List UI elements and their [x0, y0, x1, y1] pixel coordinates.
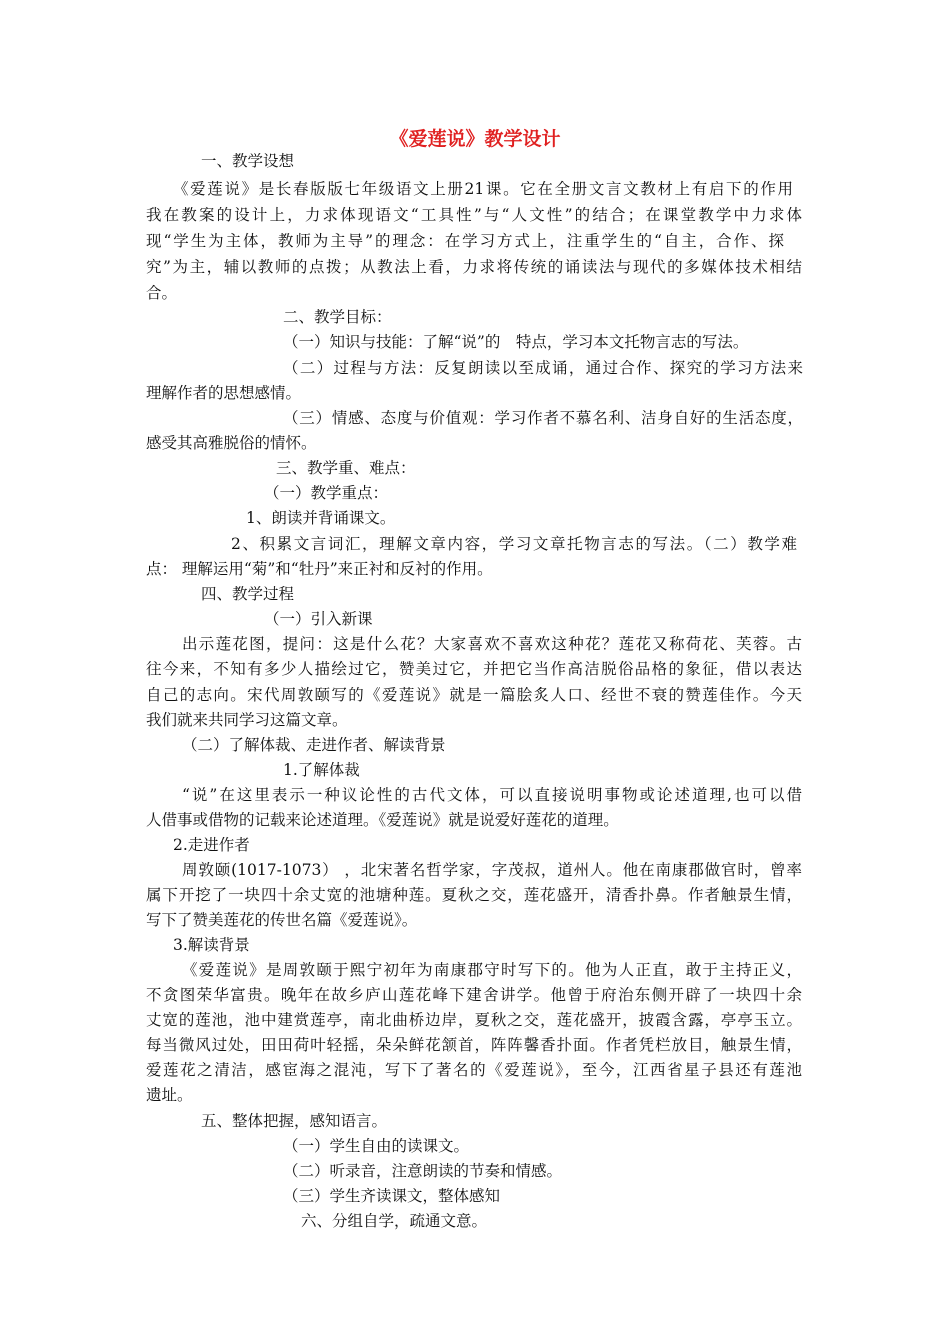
subheading-introduction: （一）引入新课 [264, 610, 373, 628]
paragraph-line: 我在教案的设计上，力求体现语文“工具性”与“人文性”的结合；在课堂教学中力求体 [146, 206, 802, 224]
paragraph-line: 《爱莲说》是周敦颐于熙宁初年为南康郡守时写下的。他为人正直，敢于主持正义， [182, 961, 802, 979]
heading-key-points: 三、教学重、难点： [276, 459, 416, 477]
subheading-key-point: （一）教学重点： [264, 484, 389, 502]
subheading-background: 3.解读背景 [173, 936, 250, 954]
goal-item: （一）知识与技能：了解“说”的 特点，学习本文托物言志的写法。 [283, 333, 749, 351]
paragraph-line: 不贪图荣华富贵。晚年在故乡庐山莲花峰下建舍讲学。他曾于府治东侧开辟了一块四十余 [146, 986, 802, 1004]
paragraph-line: 爱莲花之清洁，感宦海之混沌，写下了著名的《爱莲说》，至今，江西省星子县还有莲池 [146, 1061, 802, 1079]
subheading-author: 2.走进作者 [173, 836, 250, 854]
goal-item: （二）过程与方法：反复朗读以至成诵，通过合作、探究的学习方法来 [283, 359, 803, 377]
paragraph-line: 《爱莲说》是长春版版七年级语文上册21课。它在全册文言文教材上有启下的作用 [173, 180, 793, 198]
goal-item-continued: 感受其高雅脱俗的情怀。 [146, 434, 317, 452]
paragraph-line: 合。 [146, 284, 178, 302]
subheading-genre: 1.了解体裁 [283, 761, 360, 779]
paragraph-line: 人借事或借物的记载来论述道理。《爱莲说》就是说爱好莲花的道理。 [146, 811, 619, 829]
paragraph-line: 现“学生为主体，教师为主导”的理念：在学习方式上，注重学生的“自主，合作、探 [146, 232, 784, 250]
paragraph-line: 出示莲花图，提问：这是什么花？大家喜欢不喜欢这种花？莲花又称荷花、芙蓉。古 [182, 635, 802, 653]
paragraph-line: 周敦颐(1017-1073） ，北宋著名哲学家，字茂叔，道州人。他在南康郡做官时，曾率 [182, 861, 802, 879]
heading-teaching-concept: 一、教学设想 [201, 152, 295, 170]
activity-item: （三）学生齐读课文，整体感知 [283, 1187, 501, 1205]
paragraph-line: 属下开挖了一块四十余丈宽的池塘种莲。夏秋之交，莲花盛开，清香扑鼻。作者触景生情， [146, 886, 802, 904]
heading-overall-grasp: 五、整体把握，感知语言。 [201, 1112, 388, 1130]
list-item-continued: 点： 理解运用“菊”和“牡丹”来正衬和反衬的作用。 [146, 560, 493, 578]
subheading-genre-author-background: （二）了解体裁、走进作者、解读背景 [182, 736, 446, 754]
paragraph-line: 究”为主，辅以教师的点拨；从教法上看，力求将传统的诵读法与现代的多媒体技术相结 [146, 258, 802, 276]
heading-teaching-process: 四、教学过程 [201, 585, 295, 603]
goal-item-continued: 理解作者的思想感情。 [146, 384, 302, 402]
heading-teaching-goals: 二、教学目标： [283, 308, 392, 326]
paragraph-line: 遗址。 [146, 1086, 193, 1104]
document-title: 《爱莲说》教学设计 [389, 128, 561, 150]
paragraph-line: 每当微风过处，田田荷叶轻摇，朵朵鲜花颔首，阵阵馨香扑面。作者凭栏放目，触景生情， [146, 1036, 802, 1054]
paragraph-line: 往今来，不知有多少人描绘过它，赞美过它，并把它当作高洁脱俗品格的象征，借以表达 [146, 660, 802, 678]
list-item: 1、朗读并背诵课文。 [246, 509, 396, 527]
paragraph-line: “说”在这里表示一种议论性的古代文体，可以直接说明事物或论述道理,也可以借 [182, 786, 802, 804]
activity-item: （一）学生自由的读课文。 [283, 1137, 470, 1155]
paragraph-line: 丈宽的莲池，池中建赏莲亭，南北曲桥边岸，夏秋之交，莲花盛开，披霞含露，亭亭玉立。 [146, 1011, 802, 1029]
activity-item: （二）听录音，注意朗读的节奏和情感。 [283, 1162, 563, 1180]
paragraph-line: 写下了赞美莲花的传世名篇《爱莲说》。 [146, 911, 418, 929]
goal-item: （三）情感、态度与价值观：学习作者不慕名利、洁身自好的生活态度， [283, 409, 803, 427]
paragraph-line: 自己的志向。宋代周敦颐写的《爱莲说》就是一篇脍炙人口、经世不衰的赞莲佳作。今天 [146, 686, 802, 704]
paragraph-line: 我们就来共同学习这篇文章。 [146, 711, 348, 729]
heading-group-study: 六、分组自学，疏通文意。 [301, 1212, 488, 1230]
list-item: 2、积累文言词汇，理解文章内容，学习文章托物言志的写法。（二）教学难 [231, 535, 797, 553]
